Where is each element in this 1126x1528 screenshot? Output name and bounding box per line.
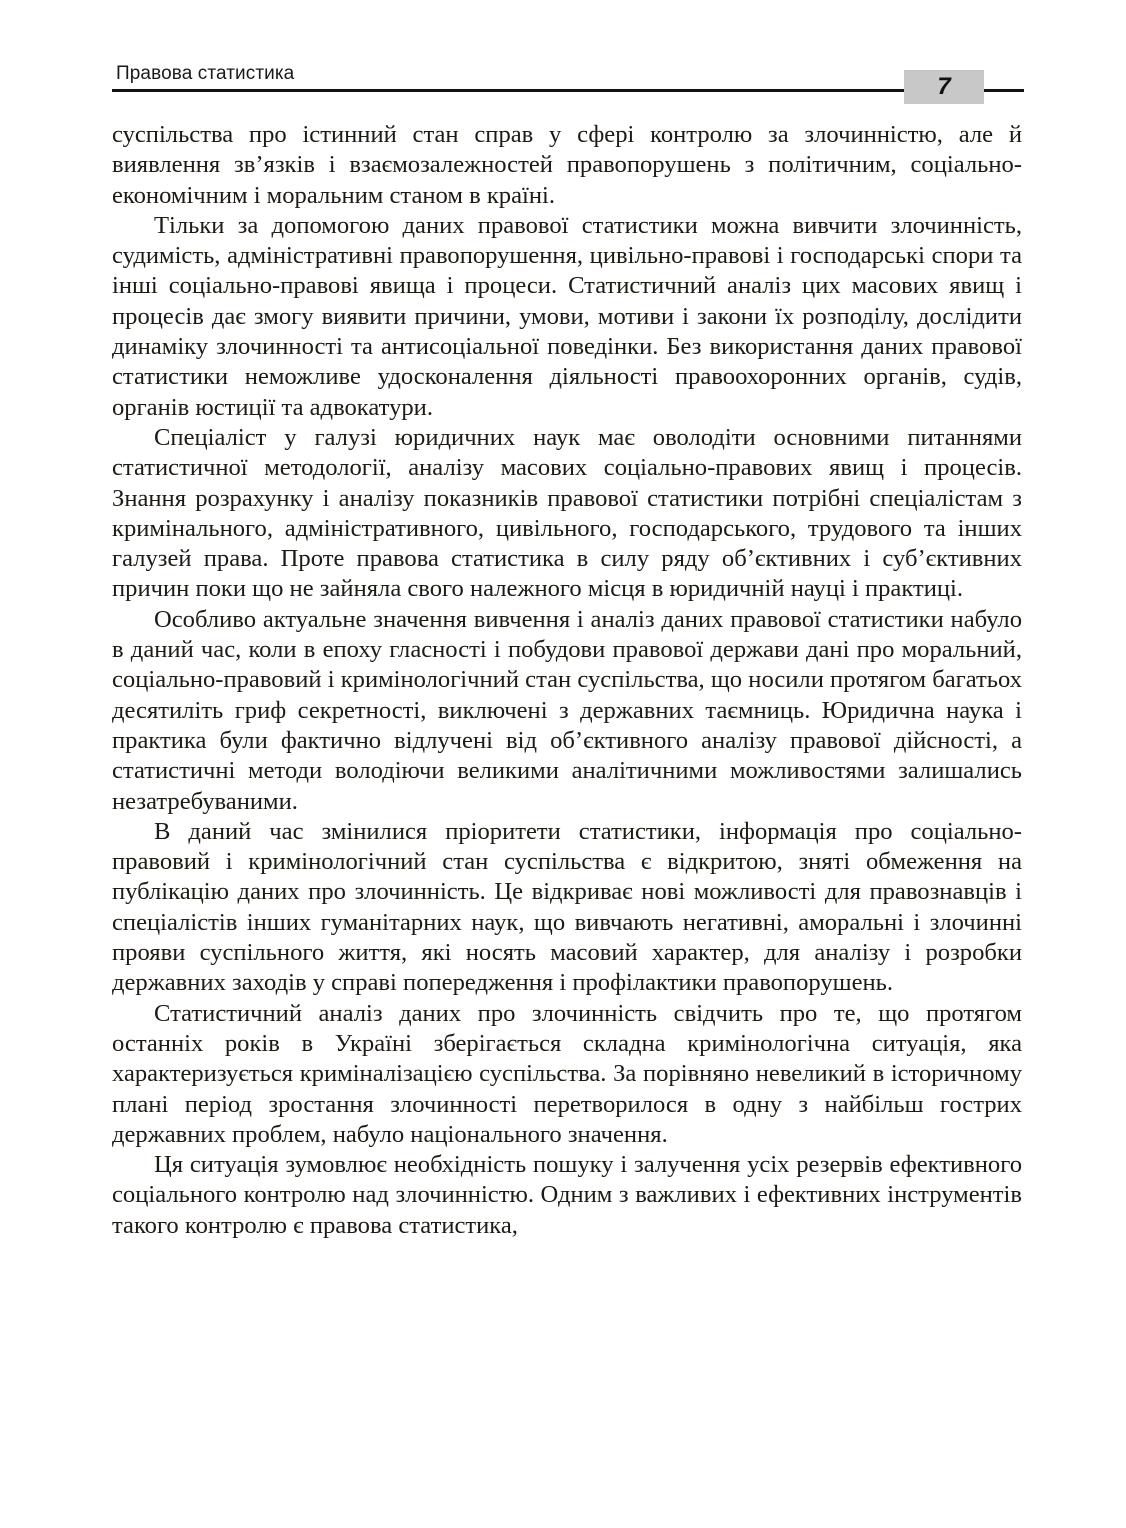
paragraph: Спеціаліст у галузі юридичних наук має оволодіти основними питаннями статистичної методології, аналізу масових соціально-правових явищ і процесів. Знання розрахунку і аналізу показників правової статистики потрібні спеціалістам з кримінального, адміністративного, цивільного, господарського, трудового та інших галузей права. Проте правова статистика в силу ряду об’єктивних і суб’єктивних причин поки що не зайняла свого належного місця в юридичній науці і практиці.	[112, 423, 1022, 603]
paragraph: В даний час змінилися пріоритети статистики, інформація про соціально-правовий і кримінологічний стан суспільства є відкритою, зняті обмеження на публікацію даних про злочинність. Це відкриває нові можливості для правознавців і спеціалістів інших гуманітарних наук, що вивчають негативні, аморальні і злочинні прояви суспільного життя, які носять масовий характер, для аналізу і розробки державних заходів у справі попередження і профілактики правопорушень.	[112, 817, 1022, 997]
paragraph-continuation: суспільства про істинний стан справ у сфері контролю за злочинністю, але й виявлення зв’язків і взаємозалежностей правопорушень з політичним, соціально-економічним і моральним станом в країні.	[112, 121, 1022, 209]
paragraph: Ця ситуація зумовлює необхідність пошуку і залучення усіх резервів ефективного соціального контролю над злочинністю. Одним з важливих і ефективних інструментів такого контролю є правова статистика,	[112, 1151, 1022, 1239]
paragraph: Тільки за допомогою даних правової статистики можна вивчити злочинність, судимість, адміністративні правопорушення, цивільно-правові і господарські спори та інші соціально-правові явища і процеси. Статистичний аналіз цих масових явищ і процесів дає змогу виявити причини, умови, мотиви і закони їх розподілу, дослідити динаміку злочинності та антисоціальної поведінки. Без використання даних правової статистики неможливе удосконалення діяльності правоохоронних органів, судів, органів юстиції та адвокатури.	[112, 211, 1022, 421]
text-body	[112, 120, 1022, 1241]
page-number: 7	[937, 73, 951, 100]
page-number-box	[904, 70, 984, 104]
running-header-title: Правова статистика	[116, 63, 295, 84]
running-header	[112, 62, 1024, 100]
header-rule	[112, 89, 1024, 92]
paragraph: Особливо актуальне значення вивчення і аналіз даних правової статистики набуло в даний час, коли в епоху гласності і побудови правової держави дані про моральний, соціально-правовий і кримінологічний стан суспільства, що носили протягом багатьох десятиліть гриф секретності, виключені з державних таємниць. Юридична наука і практика були фактично відлучені від об’єктивного аналізу правової дійсності, а статистичні методи володіючи великими аналітичними можливостями залишались незатребуваними.	[112, 605, 1022, 815]
paragraph: Статистичний аналіз даних про злочинність свідчить про те, що протягом останніх років в Україні зберігається складна кримінологічна ситуація, яка характеризується криміналізацією суспільства. За порівняно невеликий в історичному плані період зростання злочинності перетворилося в одну з найбільш гострих державних проблем, набуло національного значення.	[112, 999, 1022, 1148]
